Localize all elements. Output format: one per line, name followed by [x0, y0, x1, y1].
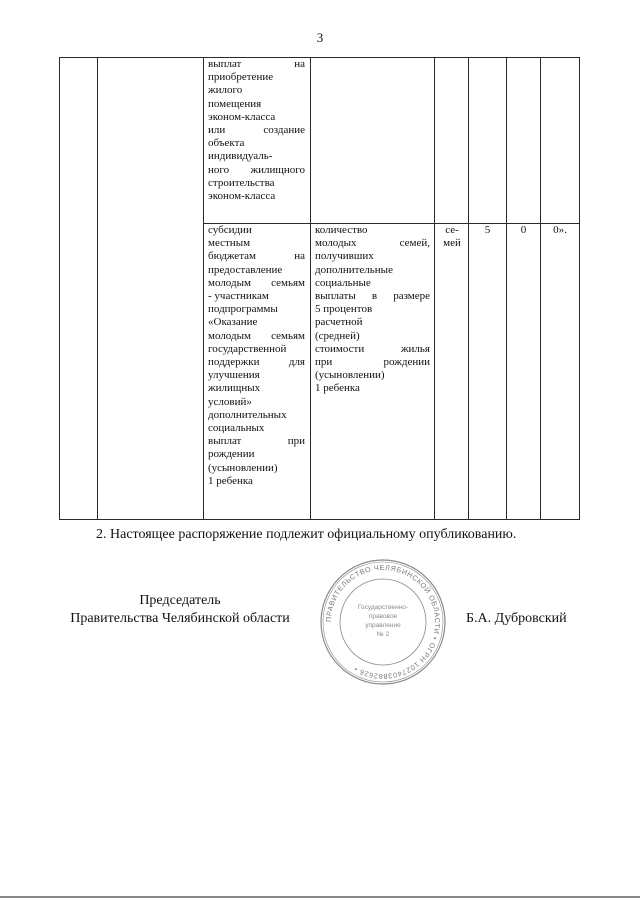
row2-value-year1: 5: [484, 224, 491, 236]
cell-text-line: [208, 448, 305, 461]
page-number: 3: [316, 30, 324, 45]
cell-word: приобретение: [208, 71, 274, 84]
cell-text-line: [315, 303, 430, 316]
cell-text-line: [208, 475, 305, 488]
table-col-border: [506, 57, 507, 520]
cell-word: при: [315, 356, 333, 369]
cell-word: стоимости: [315, 342, 365, 355]
cell-text-line: [315, 237, 430, 250]
stamp-center-line: Государственно-: [357, 604, 409, 611]
cell-word: для: [288, 356, 305, 369]
cell-word: 5 процентов: [315, 303, 373, 316]
cell-text-line: [315, 224, 430, 237]
signature-title-line2: Правительства Челябинской области: [70, 611, 290, 626]
cell-text-line: [208, 382, 305, 395]
cell-word: поддержки: [208, 356, 260, 369]
cell-word: условий»: [208, 395, 252, 408]
cell-text-line: [208, 409, 305, 422]
table-bottom-border: [59, 519, 580, 520]
cell-text-line: [208, 316, 305, 329]
cell-word: 1 ребенка: [315, 382, 360, 395]
cell-word: выплаты: [315, 290, 356, 303]
cell-word: государственной: [208, 342, 287, 355]
table-col-border: [434, 57, 435, 520]
cell-text-line: [315, 382, 430, 395]
cell-word: рождении: [208, 448, 255, 461]
cell-word: подпрограммы: [208, 303, 278, 316]
cell-word: выплат: [208, 435, 242, 448]
cell-word: семьям: [271, 329, 305, 342]
cell-text-line: [208, 303, 305, 316]
cell-text-line: [315, 343, 430, 356]
cell-word: или: [208, 124, 226, 137]
cell-text-line: [208, 137, 305, 150]
cell-word: рождении: [383, 356, 430, 369]
row1-measure-cell: [208, 58, 305, 203]
official-stamp: [318, 557, 448, 687]
cell-text-line: [208, 237, 305, 250]
cell-word: жилья: [400, 342, 430, 355]
cell-text-line: [208, 422, 305, 435]
cell-word: субсидии: [208, 224, 252, 236]
unit-line: мей: [443, 237, 461, 250]
table-col-border: [203, 57, 204, 520]
cell-word: дополнительные: [315, 263, 393, 276]
cell-word: бюджетам: [208, 250, 256, 263]
signature-name: Б.А. Дубровский: [466, 611, 567, 626]
cell-word: строительства: [208, 176, 275, 189]
cell-word: эконом-класса: [208, 110, 276, 123]
row2-unit-cell: [439, 224, 465, 250]
cell-word: расчетной: [315, 316, 363, 329]
cell-word: помещения: [208, 97, 262, 110]
cell-text-line: [208, 435, 305, 448]
cell-text-line: [208, 177, 305, 190]
cell-word: (усыновлении): [315, 369, 385, 382]
cell-text-line: [208, 264, 305, 277]
cell-word: местным: [208, 237, 251, 250]
cell-word: жилого: [208, 84, 243, 97]
cell-text-line: [208, 124, 305, 137]
row2-value-year3: 0».: [553, 224, 567, 236]
cell-text-line: [315, 264, 430, 277]
page-bottom-edge: [0, 896, 640, 898]
cell-text-line: [208, 224, 305, 237]
cell-word: эконом-класса: [208, 190, 276, 203]
cell-word: ного: [208, 163, 230, 176]
cell-word: семей,: [399, 237, 430, 250]
row2-indicator-cell: [315, 224, 430, 396]
cell-word: на: [294, 250, 305, 263]
cell-word: (усыновлении): [208, 461, 278, 474]
cell-word: семьям: [271, 276, 305, 289]
cell-text-line: [315, 316, 430, 329]
unit-line: се-: [445, 224, 459, 236]
cell-word: молодым: [208, 329, 251, 342]
cell-text-line: [208, 356, 305, 369]
row2-value-year2: 0: [520, 224, 527, 236]
cell-word: (средней): [315, 329, 360, 342]
table-col-border: [579, 57, 580, 520]
stamp-center-line: управление: [365, 622, 401, 629]
cell-word: «Оказание: [208, 316, 258, 329]
cell-word: молодых: [315, 237, 357, 250]
cell-text-line: [315, 356, 430, 369]
cell-word: молодым: [208, 276, 251, 289]
cell-text-line: [208, 164, 305, 177]
cell-word: получивших: [315, 250, 374, 263]
cell-text-line: [315, 290, 430, 303]
cell-word: социальные: [315, 276, 371, 289]
cell-word: в: [371, 290, 378, 303]
cell-text-line: [208, 190, 305, 203]
cell-word: 1 ребенка: [208, 474, 253, 487]
stamp-center-line: № 2: [376, 631, 390, 638]
cell-word: выплат: [208, 58, 242, 70]
table-top-border: [59, 57, 580, 58]
cell-word: объекта: [208, 137, 245, 150]
table-col-border: [540, 57, 541, 520]
signature-title-line1: Председатель: [139, 593, 221, 608]
cell-text-line: [208, 462, 305, 475]
cell-word: жилищных: [208, 382, 261, 395]
cell-text-line: [208, 84, 305, 97]
cell-text-line: [208, 58, 305, 71]
cell-text-line: [315, 369, 430, 382]
cell-text-line: [208, 396, 305, 409]
cell-word: улучшения: [208, 369, 260, 382]
cell-text-line: [208, 71, 305, 84]
cell-text-line: [208, 330, 305, 343]
cell-text-line: [208, 277, 305, 290]
cell-word: создание: [263, 124, 305, 137]
cell-word: дополнительных: [208, 408, 287, 421]
cell-text-line: [208, 111, 305, 124]
cell-word: размере: [393, 290, 430, 303]
cell-word: жилищного: [250, 163, 305, 176]
cell-text-line: [315, 330, 430, 343]
table-col-border: [468, 57, 469, 520]
cell-text-line: [315, 250, 430, 263]
cell-text-line: [208, 290, 305, 303]
stamp-ring-text: ПРАВИТЕЛЬСТВО ЧЕЛЯБИНСКОЙ ОБЛАСТИ • ОГРН 1027403882626 •: [323, 562, 443, 682]
table-col-border: [310, 57, 311, 520]
table-col-border: [97, 57, 98, 520]
cell-text-line: [208, 250, 305, 263]
publication-paragraph: 2. Настоящее распоряжение подлежит официальному опубликованию.: [96, 527, 517, 542]
row2-measure-cell: [208, 224, 305, 488]
cell-word: социальных: [208, 422, 265, 435]
cell-text-line: [208, 150, 305, 163]
stamp-center-line: правовое: [368, 613, 398, 620]
cell-text-line: [208, 98, 305, 111]
table-col-border: [59, 57, 60, 520]
cell-word: при: [287, 435, 305, 448]
cell-word: количество: [315, 224, 368, 236]
cell-text-line: [315, 277, 430, 290]
cell-word: - участникам: [208, 290, 269, 303]
cell-text-line: [208, 343, 305, 356]
cell-word: предоставление: [208, 263, 283, 276]
cell-word: на: [294, 58, 305, 70]
cell-text-line: [208, 369, 305, 382]
cell-word: индивидуаль-: [208, 150, 273, 163]
